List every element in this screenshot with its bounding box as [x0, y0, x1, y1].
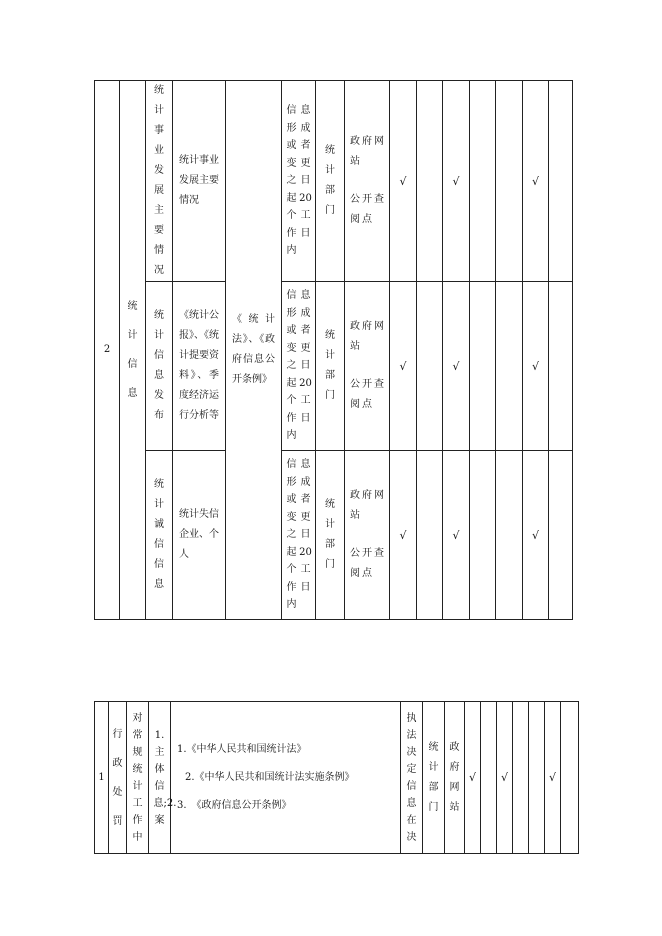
time-limit-text: 信 息 形 成 或 者 变 更 之 日 起 20 个 工 作 日 内: [286, 290, 312, 442]
check-cell: √: [390, 81, 417, 282]
basis-text: 《统计法》、《政府信息公开条例》: [232, 314, 275, 385]
basis-item: 3. 《政府信息公开条例》: [177, 799, 292, 811]
basis-list: [171, 743, 400, 813]
content-text: 1.主体信息;2.案: [153, 729, 177, 826]
time-limit-text: 信 息 形 成 或 者 变 更 之 日 起 20 个 工 作 日 内: [286, 459, 312, 611]
subject-cell: [423, 702, 445, 854]
table-row: [95, 81, 573, 282]
basis-item: 1.《中华人民共和国统计法》: [177, 743, 307, 755]
channel-website: 政府网站: [350, 321, 386, 352]
check-cell: √: [497, 702, 513, 854]
check-cell: [496, 282, 523, 451]
channel-reading-room: 公开查阅点: [350, 379, 386, 410]
channel-reading-room: 公开查阅点: [350, 548, 386, 579]
check-cell: [470, 282, 496, 451]
channel-cell: [345, 282, 390, 451]
time-limit-cell: [282, 451, 316, 620]
check-cell: √: [443, 451, 470, 620]
check-cell: [549, 451, 573, 620]
check-cell: √: [523, 282, 549, 451]
channel-text: 政府网站: [449, 741, 460, 813]
time-limit-cell: [401, 702, 423, 854]
check-cell: [513, 702, 529, 854]
content-cell: [173, 451, 226, 620]
table-row: [95, 282, 573, 451]
channel-cell: [445, 702, 465, 854]
subject-text: 统计部门: [325, 330, 335, 401]
item-cell: [146, 81, 173, 282]
category-text: 行政处罚: [112, 728, 123, 827]
time-limit-text: 执法决定信息在决: [406, 712, 417, 843]
time-limit-text: 信 息 形 成 或 者 变 更 之 日 起 20 个 工 作 日 内: [286, 105, 312, 257]
channel-block: [345, 486, 389, 584]
check-cell: [417, 451, 443, 620]
check-cell: [529, 702, 545, 854]
subject-cell: [316, 81, 345, 282]
seq-cell: 1: [95, 702, 109, 854]
check-cell: √: [545, 702, 561, 854]
channel-block: [345, 132, 389, 230]
item-cell: [146, 451, 173, 620]
seq-cell: 2: [95, 81, 120, 620]
channel-cell: [345, 81, 390, 282]
item-cell: [146, 282, 173, 451]
time-limit-cell: [282, 81, 316, 282]
basis-item: 2.《中华人民共和国统计法实施条例》: [185, 771, 355, 783]
table-row: [95, 702, 579, 854]
check-cell: [496, 451, 523, 620]
check-cell: [417, 81, 443, 282]
content-cell: [173, 282, 226, 451]
category-cell: [120, 81, 146, 620]
subject-cell: [316, 451, 345, 620]
check-cell: [496, 81, 523, 282]
channel-cell: [345, 451, 390, 620]
content-text: 《统计公报》、《统计提要资料》、季度经济运行分析等: [179, 310, 219, 421]
check-cell: [549, 282, 573, 451]
item-text: 统计事业发展主要情况: [154, 85, 164, 276]
table-row: [95, 451, 573, 620]
category-cell: [109, 702, 127, 854]
disclosure-table-statistics: [94, 80, 573, 620]
check-cell: [470, 81, 496, 282]
basis-cell: [171, 702, 401, 854]
channel-website: 政府网站: [350, 136, 386, 167]
check-cell: [561, 702, 579, 854]
check-cell: [470, 451, 496, 620]
check-cell: √: [443, 81, 470, 282]
category-text: 统计信息: [127, 301, 138, 399]
content-cell: [149, 702, 177, 854]
subject-text: 统计部门: [325, 499, 335, 570]
check-cell: √: [443, 282, 470, 451]
channel-website: 政府网站: [350, 490, 386, 521]
check-cell: √: [390, 282, 417, 451]
check-cell: √: [390, 451, 417, 620]
check-cell: [417, 282, 443, 451]
check-cell: √: [465, 702, 481, 854]
check-cell: [481, 702, 497, 854]
subject-text: 统计部门: [325, 145, 335, 216]
check-cell: √: [523, 451, 549, 620]
check-cell: [549, 81, 573, 282]
time-limit-cell: [282, 282, 316, 451]
subject-text: 统计部门: [428, 741, 439, 813]
subject-cell: [316, 282, 345, 451]
channel-reading-room: 公开查阅点: [350, 194, 386, 225]
item-text: 对常规统计工作中: [132, 712, 143, 843]
check-cell: √: [523, 81, 549, 282]
item-text: 统计信息发布: [154, 310, 164, 421]
content-text: 统计事业发展主要情况: [179, 155, 219, 206]
content-cell: [173, 81, 226, 282]
disclosure-table-penalty: [94, 701, 579, 854]
item-text: 统计诚信信息: [154, 479, 164, 590]
channel-block: [345, 317, 389, 415]
content-text: 统计失信企业、个人: [179, 509, 219, 560]
basis-cell: [226, 81, 282, 620]
item-cell: [127, 702, 149, 854]
